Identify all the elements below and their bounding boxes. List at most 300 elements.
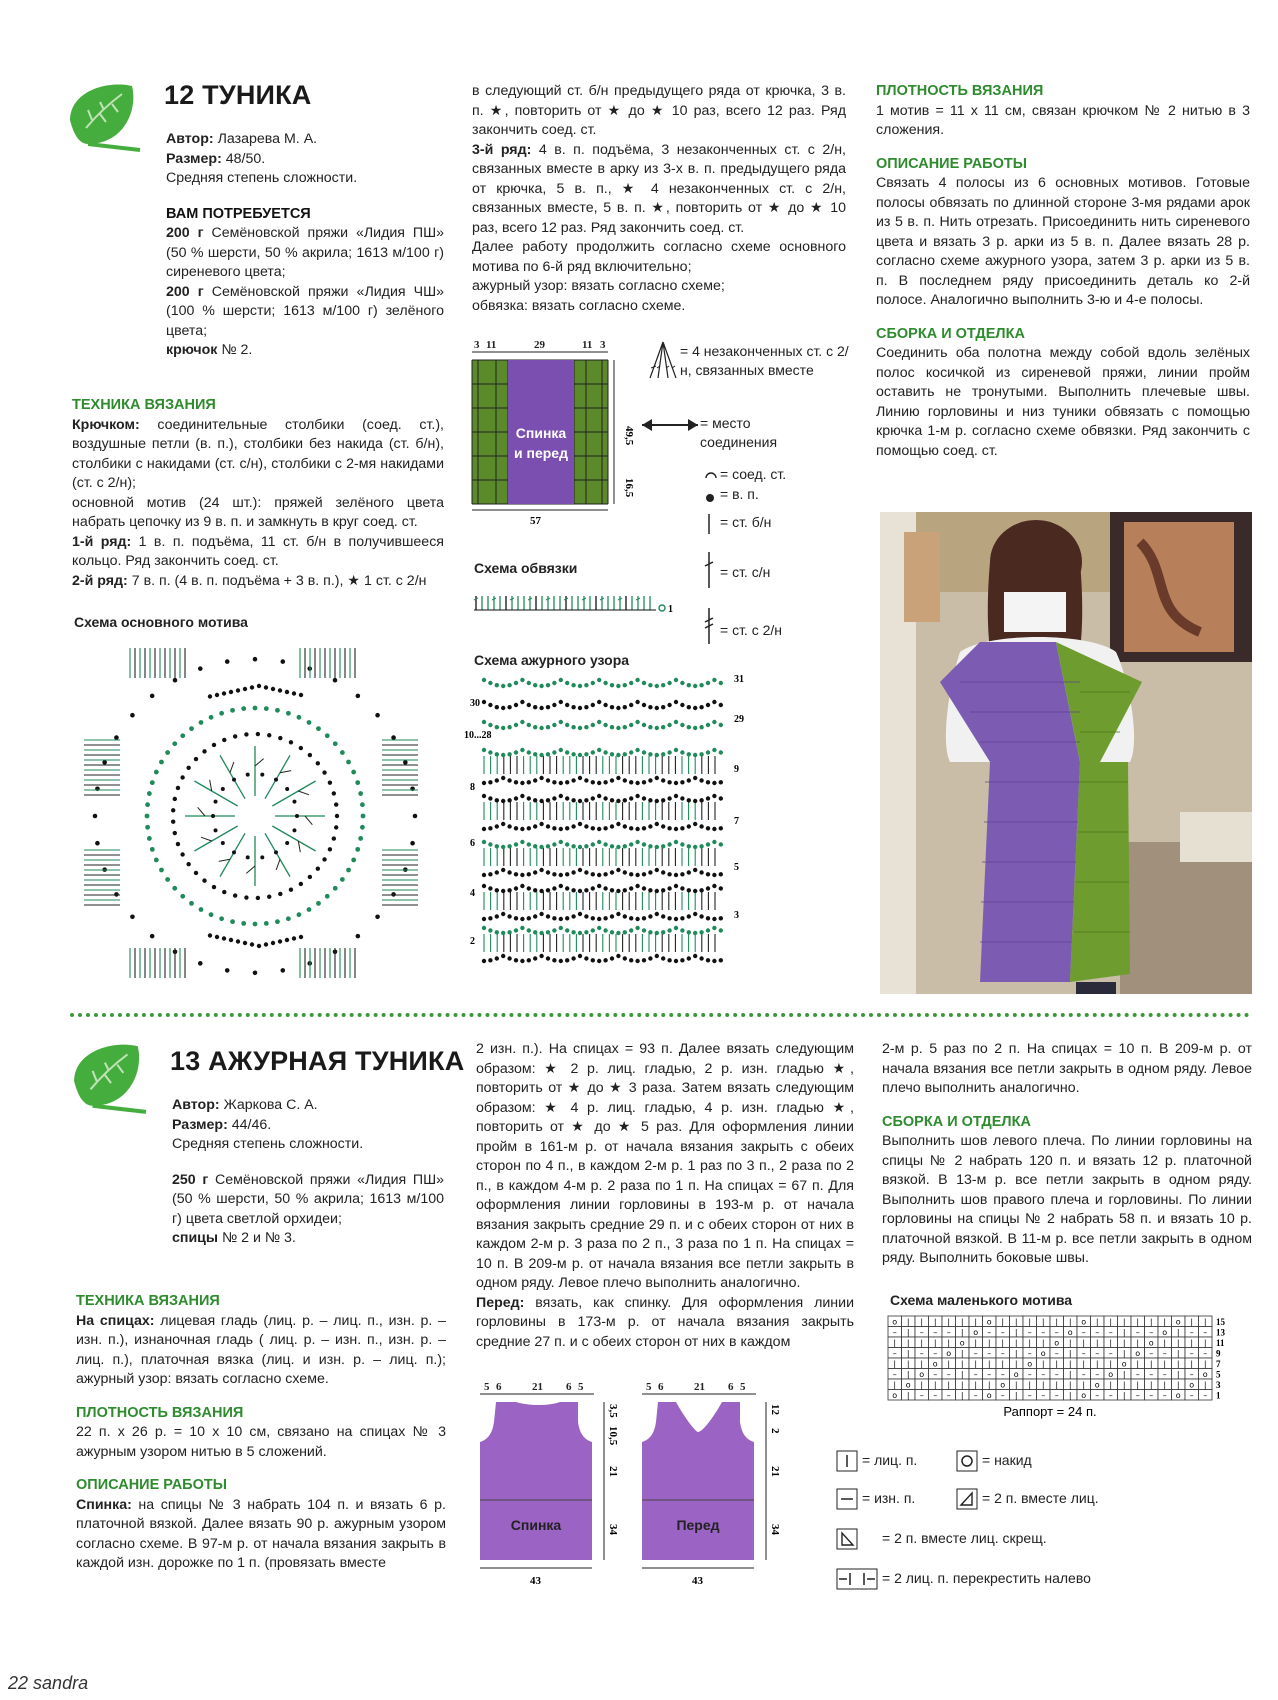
chain-dot	[147, 836, 152, 841]
continued-text: ажурный узор: вязать согласно схеме;	[472, 278, 725, 294]
stitch-line	[265, 833, 290, 876]
chain-dot	[514, 886, 518, 890]
chain-dot	[623, 798, 627, 802]
dim-label: 43	[530, 1575, 541, 1587]
chain-dot	[335, 814, 339, 818]
chain-dot	[623, 752, 627, 756]
chain-dot	[154, 858, 159, 863]
chain-dot	[719, 842, 723, 846]
chain-dot	[260, 855, 264, 859]
chart-symbol: –	[1189, 1391, 1194, 1400]
chain-dot	[533, 752, 537, 756]
chart-symbol: o	[1135, 1349, 1141, 1358]
chain-dot	[212, 743, 216, 747]
chain-dot	[202, 749, 206, 753]
chain-dot	[667, 681, 671, 685]
chart-symbol: –	[1081, 1328, 1086, 1337]
chain-dot	[667, 872, 671, 876]
chain-dot	[360, 825, 365, 830]
chain-dot	[559, 884, 563, 888]
chain-dot	[495, 930, 499, 934]
chain-dot	[680, 703, 684, 707]
chain-dot	[334, 802, 338, 806]
stitch-line	[276, 859, 280, 870]
chart-symbol: –	[1054, 1370, 1059, 1379]
row-number: 13	[1216, 1327, 1225, 1338]
chain-dot	[706, 826, 710, 830]
chain-dot	[514, 842, 518, 846]
chain-dot	[527, 723, 531, 727]
dim-label: 5	[578, 1381, 584, 1393]
chain-dot	[539, 799, 543, 803]
chain-dot	[507, 725, 511, 729]
chain-dot	[552, 826, 556, 830]
chain-dot	[552, 958, 556, 962]
chain-dot	[482, 917, 486, 921]
chart-symbol: |	[906, 1328, 910, 1337]
chain-dot	[507, 705, 511, 709]
difficulty: Средняя степень сложности.	[166, 170, 358, 186]
chain-dot	[488, 796, 492, 800]
chart-symbol: |	[960, 1328, 964, 1337]
chain-dot	[687, 798, 691, 802]
chain-dot	[520, 873, 524, 877]
chain-dot	[655, 822, 659, 826]
chain-dot	[578, 684, 582, 688]
chain-dot	[661, 752, 665, 756]
front-label: Перед:	[476, 1294, 525, 1311]
chart-symbol: |	[1028, 1317, 1032, 1327]
chart-symbol: |	[1163, 1380, 1167, 1390]
chart-symbol: |	[1136, 1359, 1140, 1369]
chart-symbol: |	[933, 1338, 937, 1348]
page-number: 22	[8, 1673, 29, 1693]
chain-dot	[495, 752, 499, 756]
chart-symbol: |	[974, 1359, 978, 1369]
chain-dot	[533, 798, 537, 802]
continued-text: в следующий ст. б/н предыдущего ряда от крючка, 3 в. п. ★, повторить от ★ до ★ 10 раз, всего 12 раз. Ряд закончить соед. ст.	[472, 83, 846, 138]
chart-symbol: |	[1203, 1317, 1207, 1327]
chart-symbol: |	[1028, 1338, 1032, 1348]
chain-dot	[527, 703, 531, 707]
chart-symbol: o	[1027, 1359, 1033, 1369]
chain-dot	[706, 681, 710, 685]
chain-dot	[559, 926, 563, 930]
chain-dot	[661, 725, 665, 729]
stitch-line	[220, 833, 245, 876]
chain-dot	[527, 842, 531, 846]
chain-dot	[246, 855, 250, 859]
chart-symbol: |	[1149, 1359, 1153, 1369]
stitch-line	[201, 837, 212, 841]
magazine-name: sandra	[33, 1673, 89, 1693]
chain-dot	[214, 828, 218, 832]
row1-text: 1 в. п. подъёма, 11 ст. б/н в получившееся кольцо. Ряд закончить соед. ст.	[72, 533, 444, 569]
chain-dot	[271, 941, 275, 945]
chart-symbol: |	[974, 1380, 978, 1390]
chain-dot	[687, 778, 691, 782]
material-amount: 250 г	[172, 1171, 209, 1188]
chain-dot	[552, 842, 556, 846]
chain-dot	[340, 877, 345, 882]
dim-label: 2	[769, 1428, 781, 1434]
section-divider	[70, 1013, 1250, 1017]
chain-dot	[610, 725, 614, 729]
knit-stitch-icon	[836, 1450, 858, 1472]
chain-dot	[219, 916, 224, 921]
chain-dot	[147, 791, 152, 796]
chain-dot	[667, 703, 671, 707]
chain-dot	[488, 928, 492, 932]
chain-dot	[603, 872, 607, 876]
chain-dot	[186, 862, 190, 866]
chart-symbol: –	[973, 1370, 978, 1379]
chain-dot	[712, 700, 716, 704]
chart-symbol: –	[919, 1391, 924, 1400]
chain-dot	[275, 919, 280, 924]
chain-dot	[130, 914, 135, 919]
chart-symbol: |	[1082, 1380, 1086, 1390]
chain-dot	[584, 888, 588, 892]
chain-dot	[171, 808, 175, 812]
chain-dot	[275, 708, 280, 713]
chain-dot	[699, 798, 703, 802]
row2-label: 2-й ряд:	[72, 572, 128, 589]
chain-dot	[674, 700, 678, 704]
chain-dot	[610, 870, 614, 874]
chain-dot	[346, 760, 351, 765]
chain-dot	[687, 705, 691, 709]
chain-dot	[661, 914, 665, 918]
chain-dot	[198, 961, 203, 966]
chain-dot	[667, 958, 671, 962]
chart-symbol: |	[1055, 1380, 1059, 1390]
chain-dot	[559, 873, 563, 877]
chain-dot	[680, 681, 684, 685]
chart-symbol: |	[974, 1317, 978, 1327]
chain-dot	[603, 796, 607, 800]
chain-dot	[635, 720, 639, 724]
chain-dot	[552, 723, 556, 727]
chain-dot	[285, 787, 289, 791]
chain-dot	[501, 726, 505, 730]
chart-symbol: |	[1014, 1317, 1018, 1327]
yarn-over-icon	[956, 1450, 978, 1472]
chain-dot	[334, 825, 338, 829]
chain-dot	[597, 827, 601, 831]
chain-dot	[507, 870, 511, 874]
chain-dot	[391, 735, 396, 740]
chain-dot	[539, 822, 543, 826]
dim-label: 6	[566, 1381, 572, 1393]
chart-symbol: –	[933, 1370, 938, 1379]
chart-symbol: |	[1136, 1317, 1140, 1327]
chain-dot	[719, 681, 723, 685]
chart-symbol: o	[905, 1380, 911, 1390]
chain-dot	[571, 798, 575, 802]
row-number: 5	[734, 862, 739, 873]
chain-dot	[150, 934, 155, 939]
chain-dot	[520, 748, 524, 752]
dim-label: 10,5	[607, 1426, 619, 1446]
chart-symbol: |	[893, 1359, 897, 1369]
chain-dot	[93, 814, 98, 819]
chain-dot	[180, 894, 185, 899]
chain-dot	[533, 683, 537, 687]
chain-dot	[616, 912, 620, 916]
chain-dot	[514, 750, 518, 754]
chain-dot	[578, 845, 582, 849]
chart-symbol: |	[1203, 1359, 1207, 1369]
chain-dot	[603, 681, 607, 685]
dim-label: 16,5	[623, 478, 635, 498]
row-number: 5	[1216, 1369, 1221, 1380]
dim-label: 49,5	[623, 426, 635, 446]
chain-dot	[706, 703, 710, 707]
chain-dot	[635, 884, 639, 888]
chain-dot	[584, 930, 588, 934]
density-text: 22 п. х 26 р. = 10 х 10 см, связано на спицах № 3 ажурным узором нитью в 5 сложений.	[76, 1424, 446, 1460]
chain-dot	[629, 780, 633, 784]
chain-dot	[578, 954, 582, 958]
chain-dot	[635, 917, 639, 921]
chart-symbol: |	[960, 1391, 964, 1400]
legend-text: = в. п.	[720, 486, 759, 502]
chain-dot	[635, 873, 639, 877]
chain-dot	[591, 681, 595, 685]
chart-symbol: |	[974, 1338, 978, 1348]
chain-dot	[280, 659, 285, 664]
chain-dot	[507, 683, 511, 687]
chart-symbol: |	[1176, 1370, 1180, 1379]
chart-symbol: |	[1095, 1338, 1099, 1348]
chain-dot	[289, 888, 293, 892]
chart-symbol: –	[1095, 1391, 1100, 1400]
chain-dot	[278, 939, 282, 943]
chart-symbol: |	[1068, 1317, 1072, 1327]
chart-symbol: |	[1014, 1328, 1018, 1337]
chain-dot	[229, 938, 233, 942]
legend-text: = 4 незаконченных ст. с 2/н, связанных вместе	[680, 343, 849, 378]
legend-text: = соед. ст.	[720, 466, 787, 482]
chain-dot	[189, 901, 194, 906]
chain-dot	[642, 703, 646, 707]
chain-dot	[520, 884, 524, 888]
chain-dot	[623, 956, 627, 960]
chain-dot	[655, 845, 659, 849]
chain-dot	[591, 928, 595, 932]
chart-symbol: o	[1081, 1317, 1087, 1327]
chain-dot	[623, 683, 627, 687]
chart-symbol: –	[1095, 1349, 1100, 1358]
chart-symbol: o	[1189, 1380, 1195, 1390]
chart-symbol: –	[1108, 1391, 1113, 1400]
chain-dot	[527, 780, 531, 784]
chain-dot	[674, 678, 678, 682]
chart-symbol: |	[1041, 1338, 1045, 1348]
chain-dot	[635, 827, 639, 831]
chain-dot	[507, 824, 511, 828]
chain-dot	[642, 681, 646, 685]
chain-dot	[706, 723, 710, 727]
chain-dot	[616, 889, 620, 893]
chain-dot	[603, 886, 607, 890]
chain-dot	[629, 872, 633, 876]
chain-dot	[501, 684, 505, 688]
article13-col2	[476, 1040, 854, 1352]
chart-symbol: |	[920, 1359, 924, 1369]
work-text: Связать 4 полосы из 6 основных мотивов. Готовые полосы обвязать по длинной стороне 3-мя рядами арок из 5 в. п. Нить отрезать. Присоединить нить сиреневого цвета и вязать 3 р. арки из 5 в. п. Далее вязать 28 р. согласно схеме ажурного узора, затем 3 р. арки из 5 в. п. В последнем ряду присоединить деталь ко 2-й полосе. Аналогично выполнить 3-ю и 4-е полосы.	[876, 175, 1250, 308]
chain-dot	[667, 750, 671, 754]
chart-symbol: –	[1000, 1328, 1005, 1337]
chain-dot	[597, 959, 601, 963]
technique-text: соединительные столбики (соед. ст.), воздушные петли (в. п.), столбики без накида (ст. б/н), столбики с накидами (ст. с/н), столбики с 2-мя накидами (ст. с 2/н);	[72, 416, 444, 491]
chart-symbol: |	[1014, 1391, 1018, 1400]
chart-symbol: |	[1109, 1380, 1113, 1390]
chart-symbol: –	[1041, 1391, 1046, 1400]
chain-dot	[591, 916, 595, 920]
difficulty: Средняя степень сложности.	[172, 1136, 364, 1152]
chain-dot	[680, 723, 684, 727]
chain-dot	[712, 873, 716, 877]
chain-dot	[642, 750, 646, 754]
chain-dot	[520, 720, 524, 724]
chart-symbol: –	[1027, 1391, 1032, 1400]
chart-symbol: –	[973, 1391, 978, 1400]
chain-dot	[571, 705, 575, 709]
chain-dot	[693, 684, 697, 688]
material-text: Семёновской пряжи «Лидия ПШ» (50 % шерсти, 50 % акрила; 1613 м/100 г) сиреневого цвета;	[166, 225, 444, 280]
chain-dot	[358, 791, 363, 796]
chart-symbol: –	[892, 1349, 897, 1358]
chain-dot	[209, 715, 214, 720]
chain-dot	[539, 931, 543, 935]
chain-dot	[610, 824, 614, 828]
chain-dot	[176, 842, 180, 846]
chart-symbol: |	[1068, 1349, 1072, 1358]
chain-dot	[603, 780, 607, 784]
chain-dot	[629, 842, 633, 846]
chart-symbol: |	[1176, 1380, 1180, 1390]
chain-dot	[172, 886, 177, 891]
chain-dot	[687, 844, 691, 848]
chain-dot	[145, 802, 150, 807]
chain-dot	[482, 827, 486, 831]
chain-dot	[552, 928, 556, 932]
chart-symbol: –	[919, 1349, 924, 1358]
chain-dot	[623, 870, 627, 874]
chain-dot	[222, 890, 226, 894]
chain-dot	[539, 684, 543, 688]
chain-dot	[616, 684, 620, 688]
tunic-photo	[880, 512, 1252, 994]
chain-dot	[642, 928, 646, 932]
chain-dot	[308, 753, 312, 757]
chart-symbol: –	[1054, 1349, 1059, 1358]
chart-symbol: o	[919, 1370, 925, 1379]
chain-dot	[360, 802, 365, 807]
chart-symbol: –	[1081, 1349, 1086, 1358]
chain-dot	[642, 842, 646, 846]
chain-dot	[674, 748, 678, 752]
chain-dot	[584, 725, 588, 729]
chain-dot	[655, 868, 659, 872]
chart-symbol: –	[892, 1328, 897, 1337]
chain-dot	[603, 958, 607, 962]
chain-dot	[292, 691, 296, 695]
chain-dot	[584, 705, 588, 709]
chain-dot	[629, 750, 633, 754]
chain-dot	[655, 776, 659, 780]
chart-symbol: |	[893, 1380, 897, 1390]
chain-dot	[173, 831, 177, 835]
chain-dot	[297, 912, 302, 917]
chain-dot	[230, 708, 235, 713]
chart-symbol: |	[1122, 1380, 1126, 1390]
chain-dot	[501, 706, 505, 710]
chart-symbol: o	[1175, 1391, 1181, 1400]
chain-dot	[719, 780, 723, 784]
stitch-line	[246, 866, 255, 873]
chain-dot	[584, 778, 588, 782]
chain-dot	[533, 725, 537, 729]
chain-dot	[527, 796, 531, 800]
chain-dot	[712, 678, 716, 682]
chain-dot	[693, 912, 697, 916]
chain-dot	[501, 868, 505, 872]
chain-dot	[488, 886, 492, 890]
chain-dot	[610, 888, 614, 892]
row-number: 2	[470, 936, 475, 947]
chain-dot	[264, 921, 269, 926]
article12-technique	[72, 396, 444, 591]
row-number: 9	[734, 764, 739, 775]
chain-dot	[520, 959, 524, 963]
chain-dot	[597, 700, 601, 704]
chain-dot	[719, 723, 723, 727]
chain-dot	[603, 723, 607, 727]
chart-symbol: |	[1176, 1359, 1180, 1369]
row-number: 10...28	[464, 730, 492, 741]
chart-symbol: –	[1041, 1328, 1046, 1337]
chain-dot	[603, 703, 607, 707]
stitch-line	[230, 762, 234, 773]
chain-dot	[507, 930, 511, 934]
chain-dot	[674, 926, 678, 930]
legend-text: = ст. с/н	[720, 564, 771, 580]
chain-dot	[215, 935, 219, 939]
chart-symbol: o	[1175, 1317, 1181, 1327]
chart-symbol: –	[1203, 1349, 1208, 1358]
chain-dot	[165, 750, 170, 755]
dim-label: 34	[607, 1524, 619, 1535]
slip-stitch	[659, 605, 665, 611]
chain-dot	[194, 871, 198, 875]
chain-dot	[520, 827, 524, 831]
front-pattern-diagram	[636, 1380, 806, 1600]
chain-dot	[271, 687, 275, 691]
chain-dot	[186, 766, 190, 770]
chain-dot	[693, 868, 697, 872]
row1-label: 1-й ряд:	[72, 533, 132, 550]
chain-dot	[219, 711, 224, 716]
chain-dot	[533, 956, 537, 960]
chain-dot	[635, 700, 639, 704]
small-motif-chart	[886, 1314, 1256, 1419]
continued-text: 2-м р. 5 раз по 2 п. На спицах = 10 п. В 209-м р. от начала вязания все петли закрыть в одном ряду. Левое плечо выполнить аналогично.	[882, 1041, 1252, 1096]
chain-dot	[680, 796, 684, 800]
chain-dot	[229, 690, 233, 694]
